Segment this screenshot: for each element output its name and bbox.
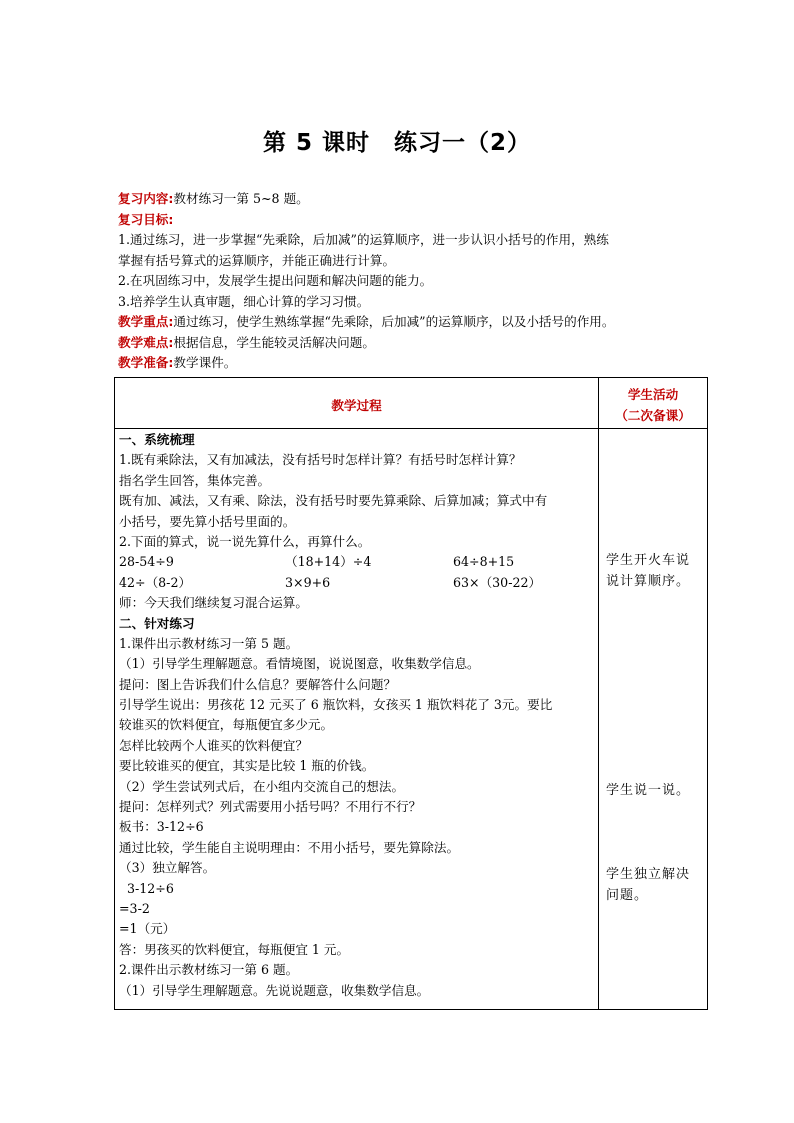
text-line: 提问：图上告诉我们什么信息？要解答什么问题？ xyxy=(119,676,397,692)
section-heading-review: 一、系统梳理 xyxy=(119,432,195,447)
key-point-line xyxy=(118,312,698,333)
page-title: 第 5 课时 练习一（2） xyxy=(262,130,532,156)
text-line: 师：今天我们继续复习混合运算。 xyxy=(119,595,308,611)
header-student-activity xyxy=(599,384,707,426)
text-line: 提问：怎样列式？列式需要用小括号吗？不用行不行？ xyxy=(119,799,422,815)
calc-line: =1（元） xyxy=(119,921,176,937)
text-line: 板书：3-12÷6 xyxy=(119,819,204,835)
difficulty-line xyxy=(118,333,698,354)
key-point-label: 教学重点: xyxy=(118,314,174,329)
goal-1b: 掌握有括号算式的运算顺序，并能正确进行计算。 xyxy=(118,252,396,268)
activity-text: 学生独立解决 xyxy=(606,867,691,882)
activity-text: 学生说一说。 xyxy=(606,783,691,798)
lesson-intro xyxy=(118,189,698,374)
review-goal-line xyxy=(118,210,698,231)
expression: 3×9+6 xyxy=(285,574,331,590)
text-line: 要比较谁买的便宜，其实是比较 1 瓶的价钱。 xyxy=(119,758,375,774)
goal-1a: 1.通过练习，进一步掌握“先乘除，后加减”的运算顺序，进一步认识小括号的作用，熟练 xyxy=(118,232,609,247)
text-line: （2）学生尝试列式后，在小组内交流自己的想法。 xyxy=(119,778,405,794)
text-line: 2.下面的算式，说一说先算什么，再算什么。 xyxy=(119,533,371,549)
text-line: 怎样比较两个人谁买的饮料便宜？ xyxy=(119,737,308,753)
text-line: （3）独立解答。 xyxy=(119,860,216,876)
text-line: 引导学生说出：男孩花 12 元买了 6 瓶饮料，女孩买 1 瓶饮料花了 3元。要比 xyxy=(119,697,553,713)
exercise-row xyxy=(119,552,595,572)
header-divider xyxy=(115,428,707,429)
exercise-row xyxy=(119,573,595,593)
goal-2: 2.在巩固练习中，发展学生提出问题和解决问题的能力。 xyxy=(118,273,433,288)
header-second-prep: （二次备课） xyxy=(615,408,691,423)
expression: 64÷8+15 xyxy=(453,554,515,570)
student-activity-2 xyxy=(606,780,704,801)
student-activity-3 xyxy=(606,864,704,906)
difficulty-label: 教学难点: xyxy=(118,334,174,350)
student-activity-1 xyxy=(606,550,704,592)
review-content-text: 教材练习一第 5~8 题。 xyxy=(173,191,309,206)
goal-3: 3.培养学生认真审题，细心计算的学习习惯。 xyxy=(118,293,370,309)
expression: 42÷（8-2） xyxy=(119,574,192,590)
process-content xyxy=(119,430,595,1001)
activity-text: 问题。 xyxy=(606,888,649,903)
expression: （18+14）÷4 xyxy=(285,554,372,570)
difficulty-text: 根据信息，学生能较灵活解决问题。 xyxy=(173,334,375,350)
text-line: （1）引导学生理解题意。看情境图，说说图意，收集数学信息。 xyxy=(119,656,480,672)
key-point-text: 通过练习，使学生熟练掌握“先乘除，后加减”的运算顺序，以及小括号的作用。 xyxy=(173,314,615,329)
activity-text: 学生开火车说 xyxy=(606,553,691,568)
teaching-process-table xyxy=(114,377,708,1010)
review-content-label: 复习内容: xyxy=(118,191,174,206)
text-line: 通过比较，学生能自主说明理由：不用小括号，要先算除法。 xyxy=(119,839,460,855)
header-teaching-process: 教学过程 xyxy=(331,398,382,413)
review-content-line xyxy=(118,189,698,210)
text-line: 1.既有乘除法，又有加减法，没有括号时怎样计算？有括号时怎样计算？ xyxy=(119,452,522,468)
section-heading-practice: 二、针对练习 xyxy=(119,615,195,631)
header-student-activity-title: 学生活动 xyxy=(627,387,679,402)
text-line: 指名学生回答，集体完善。 xyxy=(119,472,271,488)
prep-line xyxy=(118,353,698,374)
text-line: 2.课件出示教材练习一第 6 题。 xyxy=(119,962,299,978)
text-line: 小括号，要先算小括号里面的。 xyxy=(119,513,296,529)
text-line: 较谁买的饮料便宜，每瓶便宜多少元。 xyxy=(119,717,334,733)
review-goal-label: 复习目标: xyxy=(118,211,174,227)
activity-text: 说计算顺序。 xyxy=(606,574,691,589)
calc-line: =3-2 xyxy=(119,900,150,916)
text-line: 答：男孩买的饮料便宜，每瓶便宜 1 元。 xyxy=(119,941,350,957)
prep-label: 教学准备: xyxy=(118,355,174,370)
prep-text: 教学课件。 xyxy=(173,355,237,370)
text-line: （1）引导学生理解题意。先说说题意，收集数学信息。 xyxy=(119,982,430,998)
text-line: 既有加、减法，又有乘、除法，没有括号时要先算乘除、后算加减；算式中有 xyxy=(119,493,548,509)
text-line: 1.课件出示教材练习一第 5 题。 xyxy=(119,635,299,651)
expression: 28-54÷9 xyxy=(119,554,174,570)
column-divider xyxy=(598,378,599,1009)
calc-line: 3-12÷6 xyxy=(127,880,174,896)
expression: 63×（30-22） xyxy=(453,574,542,590)
